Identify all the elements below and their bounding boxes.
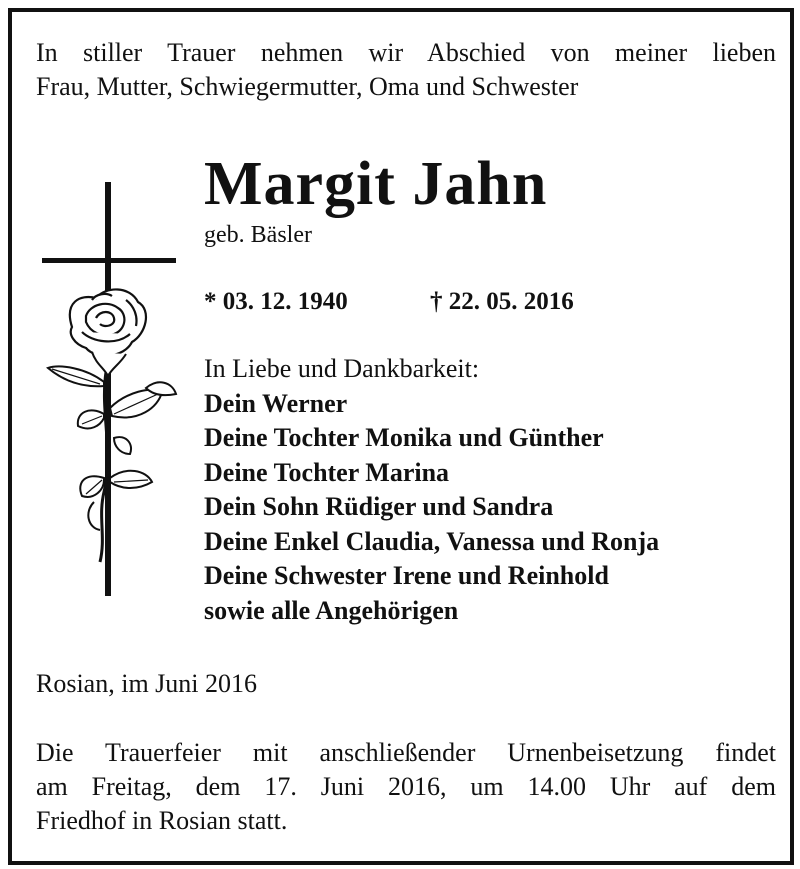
- list-item: Deine Tochter Monika und Günther: [204, 423, 604, 452]
- place-and-date: Rosian, im Juni 2016: [36, 669, 258, 698]
- ceremony-info: [36, 736, 776, 838]
- life-dates: [204, 286, 574, 318]
- birth-date: * 03. 12. 1940: [204, 288, 348, 315]
- intro-text: [36, 36, 776, 104]
- list-item: Deine Schwester Irene und Reinhold: [204, 561, 609, 590]
- mourners-lead: In Liebe und Dankbarkeit:: [204, 354, 480, 383]
- list-item: Dein Sohn Rüdiger und Sandra: [204, 492, 554, 521]
- death-date: † 22. 05. 2016: [430, 288, 574, 315]
- list-item: Deine Enkel Claudia, Vanessa und Ronja: [204, 526, 660, 556]
- birth-name: geb. Bäsler: [204, 222, 312, 248]
- mourners-list: [204, 352, 659, 628]
- ceremony-line-2: am Freitag, dem 17. Juni 2016, um 14.00 Uhr auf dem: [36, 772, 776, 801]
- ceremony-line-3: Friedhof in Rosian statt.: [36, 806, 288, 835]
- list-item: sowie alle Angehörigen: [204, 595, 459, 625]
- obituary-notice: [8, 8, 794, 865]
- cross-with-rose-icon: [34, 182, 184, 602]
- intro-line-1: In stiller Trauer nehmen wir Abschied von meiner lieben: [36, 38, 776, 67]
- deceased-name: Margit Jahn: [204, 150, 548, 218]
- intro-line-2: Frau, Mutter, Schwiegermutter, Oma und Schwester: [36, 72, 579, 101]
- list-item: Dein Werner: [204, 388, 348, 418]
- ceremony-line-1: Die Trauerfeier mit anschließender Urnenbeisetzung findet: [36, 738, 776, 767]
- list-item: Deine Tochter Marina: [204, 457, 450, 487]
